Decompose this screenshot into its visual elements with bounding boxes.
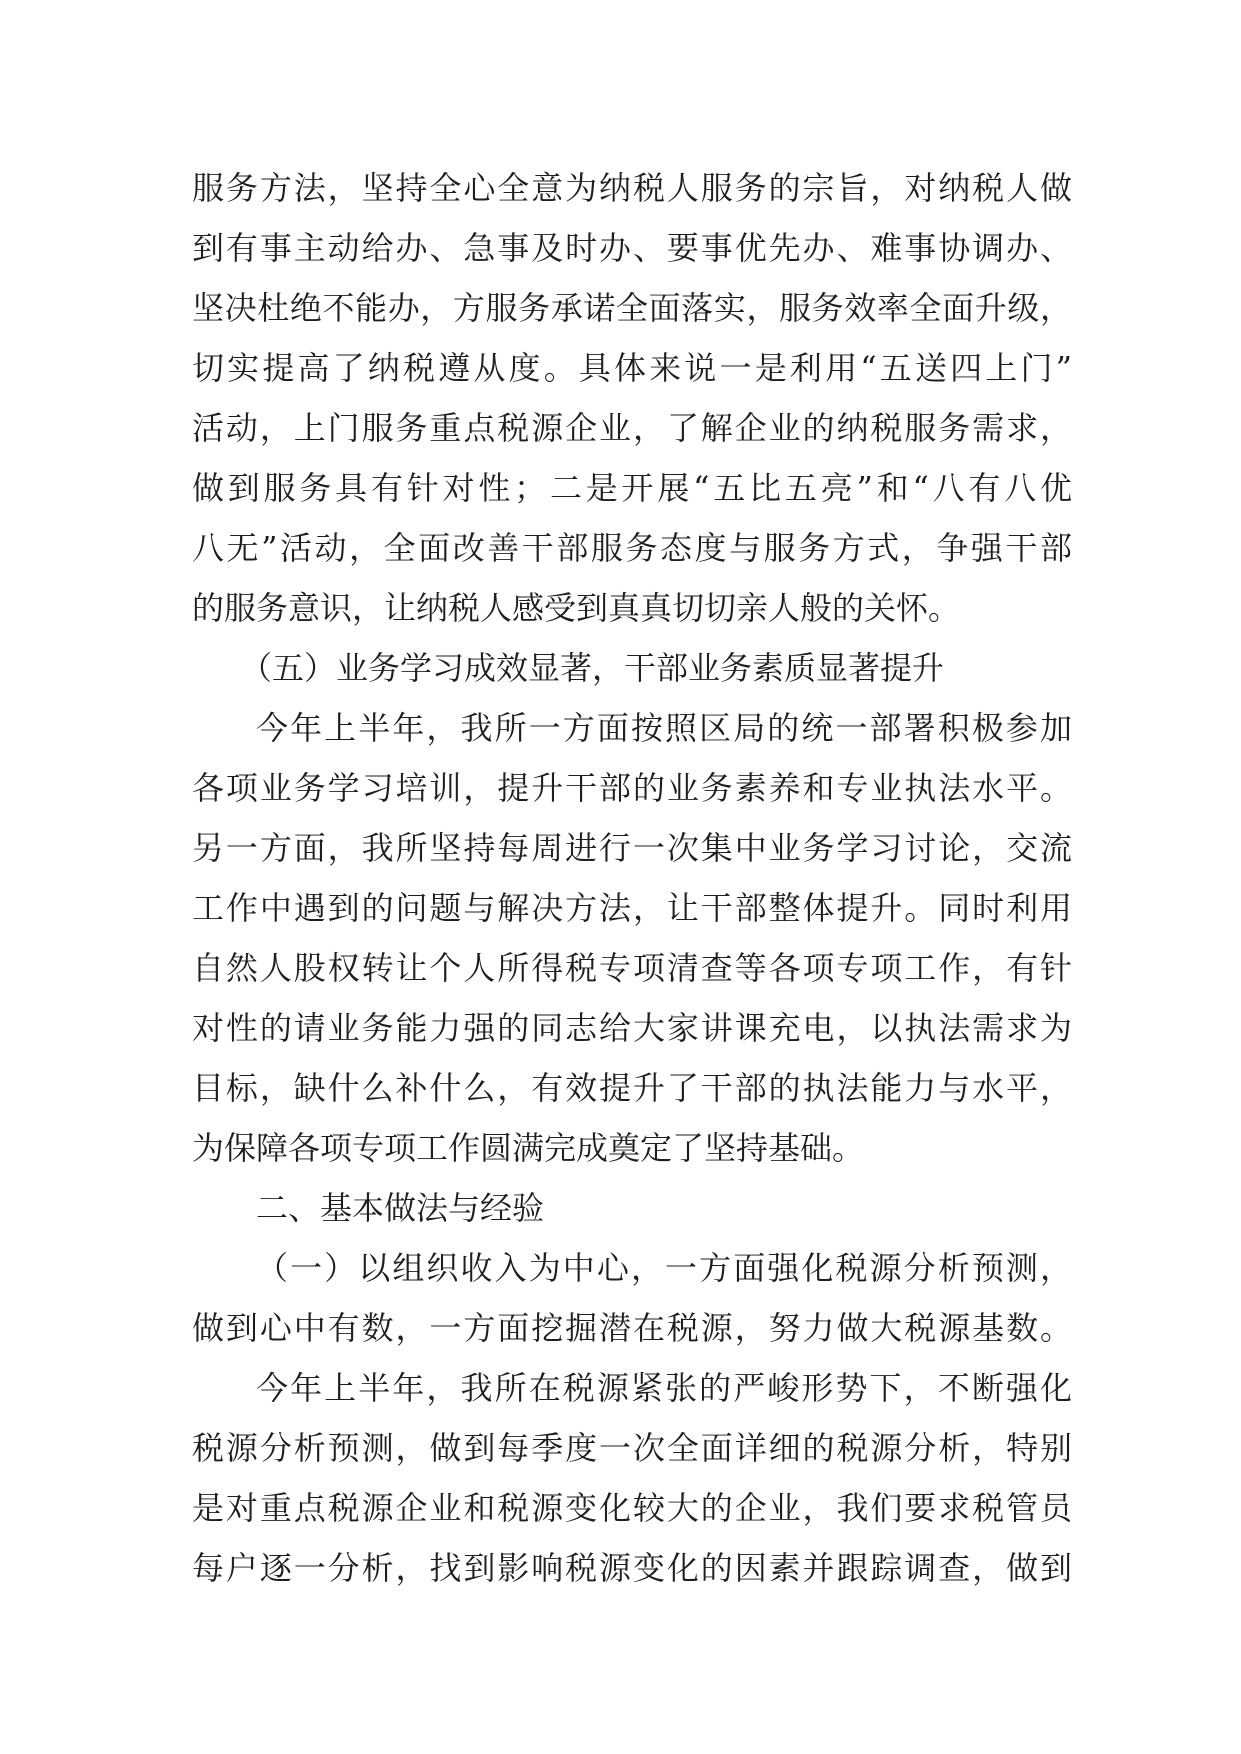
heading-line: （一）以组织收入为中心，一方面强化税源分析预测，: [256, 1249, 1072, 1287]
section-heading-five: [192, 638, 1072, 698]
text-line: 切实提高了纳税遵从度。具体来说一是利用“五送四上门”: [192, 349, 1072, 387]
text-line: 工作中遇到的问题与解决方法，让干部整体提升。同时利用: [192, 889, 1072, 927]
heading-line: （五）业务学习成效显著，干部业务素质显著提升: [240, 649, 945, 687]
heading-line: 做到心中有数，一方面挖掘潜在税源，努力做大税源基数。: [192, 1309, 1072, 1347]
text-line: 今年上半年，我所在税源紧张的严峻形势下，不断强化: [256, 1369, 1072, 1407]
text-line: 活动，上门服务重点税源企业，了解企业的纳税服务需求，: [192, 409, 1072, 447]
text-line: 另一方面，我所坚持每周进行一次集中业务学习讨论，交流: [192, 829, 1072, 867]
text-line: 今年上半年，我所一方面按照区局的统一部署积极参加: [256, 709, 1072, 747]
paragraph-tax-source-analysis: [192, 1358, 1072, 1598]
text-line: 各项业务学习培训，提升干部的业务素养和专业执法水平。: [192, 769, 1072, 807]
text-line: 每户逐一分析，找到影响税源变化的因素并跟踪调查，做到: [192, 1549, 1072, 1587]
text-line: 税源分析预测，做到每季度一次全面详细的税源分析，特别: [192, 1429, 1072, 1467]
text-line: 是对重点税源企业和税源变化较大的企业，我们要求税管员: [192, 1489, 1072, 1527]
text-line: 八无”活动，全面改善干部服务态度与服务方式，争强干部: [192, 529, 1072, 567]
text-line: 为保障各项专项工作圆满完成奠定了坚持基础。: [192, 1129, 865, 1167]
document-body: [192, 158, 1072, 1598]
paragraph-business-study: [192, 698, 1072, 1178]
paragraph-service-methods: [192, 158, 1072, 638]
text-line: 服务方法，坚持全心全意为纳税人服务的宗旨，对纳税人做: [192, 169, 1072, 207]
section-heading-two: [192, 1178, 1072, 1238]
heading-line: 二、基本做法与经验: [256, 1189, 545, 1227]
text-line: 自然人股权转让个人所得税专项清查等各项专项工作，有针: [192, 949, 1072, 987]
text-line: 到有事主动给办、急事及时办、要事优先办、难事协调办、: [192, 229, 1072, 267]
text-line: 目标，缺什么补什么，有效提升了干部的执法能力与水平，: [192, 1069, 1072, 1107]
text-line: 坚决杜绝不能办，方服务承诺全面落实，服务效率全面升级，: [192, 289, 1072, 327]
subsection-heading-one: [192, 1238, 1072, 1358]
text-line: 的服务意识，让纳税人感受到真真切切亲人般的关怀。: [192, 589, 961, 627]
text-line: 做到服务具有针对性；二是开展“五比五亮”和“八有八优: [192, 469, 1072, 507]
text-line: 对性的请业务能力强的同志给大家讲课充电，以执法需求为: [192, 1009, 1072, 1047]
